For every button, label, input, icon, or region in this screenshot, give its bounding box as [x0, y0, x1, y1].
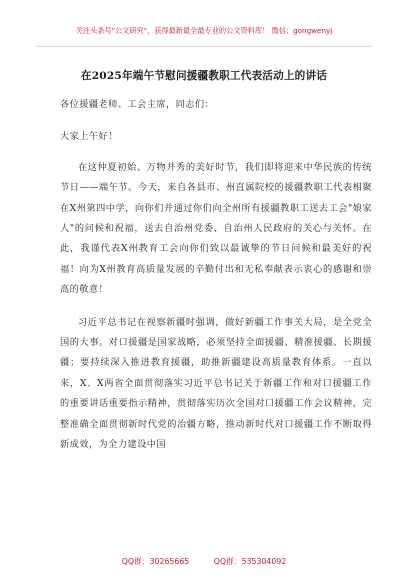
footer-contacts — [0, 556, 408, 567]
banner-divider — [36, 46, 372, 47]
document-title: 在2025年端午节慰问援疆教职工代表活动上的讲话 — [80, 70, 328, 82]
promo-banner — [10, 4, 398, 46]
greeting: 大家上午好！ — [60, 131, 118, 143]
salutation: 各位援疆老师、工会主席，同志们： — [60, 99, 215, 110]
qq-group-1: QQ群：30265665 — [121, 557, 190, 566]
paragraph: 在这仲夏初始、万物并秀的美好时节，我们即将迎来中华民族的传统节日——端午节。今天，来自各县市、州直属院校的援疆教职工代表相聚在X州第四中学，向你们并通过你们向全州所有援疆教职工送去工会"娘家人"的问候和祝福，送去自治州党委、自治州人民政府的关心与关怀。在此，我谨代表X州教育工会向你们致以最诚挚的节日问候和最美好的祝福！向为X州教育高质量发展的辛勤付出和无私奉献表示衷心的感谢和崇高的敬意！ — [60, 161, 372, 296]
paragraph: 习近平总书记在视察新疆时强调，做好新疆工作事关大局，是全党全国的大事。对口援疆是国家战略，必须坚持全面援疆、精准援疆、长期援疆；要持续深入推进教育援疆，助推新疆建设高质量教育体系。一直以来，X、X两省全面贯彻落实习近平总书记关于新疆工作和对口援疆工作的重要讲话重要指示精神，贯彻落实历次全国对口援疆工作会议精神，完整准确全面贯彻新时代党的治疆方略，推动新时代对口援疆工作不断取得新成效，为全力建设中国 — [60, 316, 372, 451]
qq-group-2: QQ群：535304092 — [213, 557, 287, 566]
promo-text: 关注头条号"公文研究"，获得最新最全最专业的公文资料库！ 微信：gongwenyj — [75, 26, 333, 35]
document-body — [60, 95, 372, 468]
